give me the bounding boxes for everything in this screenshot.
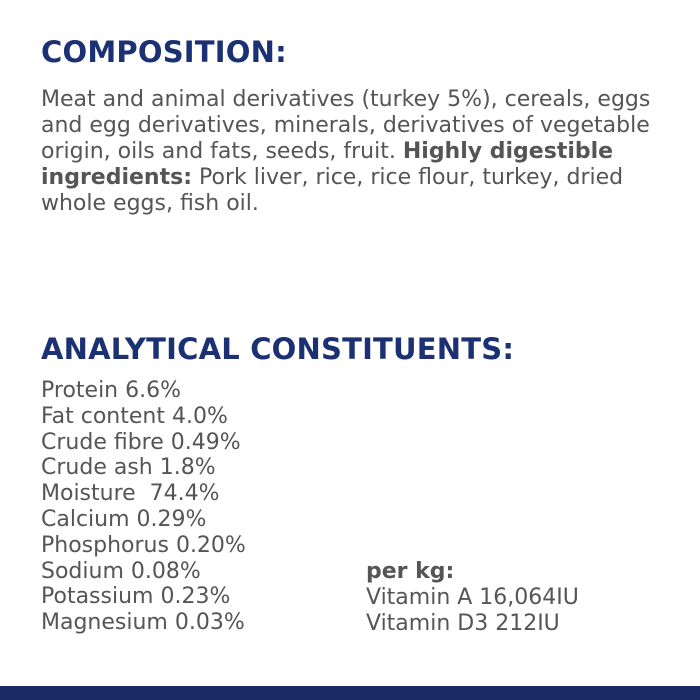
vitamin-a: Vitamin A 16,064IU xyxy=(366,584,579,610)
constituent-crude-fibre: Crude fibre 0.49% xyxy=(41,429,241,455)
composition-heading: COMPOSITION: xyxy=(41,35,287,69)
highly-digestible-label: Highly digestible ingredients: xyxy=(41,139,614,190)
constituent-sodium: Sodium 0.08% xyxy=(41,558,201,584)
vitamin-d3: Vitamin D3 212IU xyxy=(366,610,560,636)
constituent-moisture: Moisture 74.4% xyxy=(41,481,220,507)
constituent-protein: Protein 6.6% xyxy=(41,378,182,403)
constituent-crude-ash: Crude ash 1.8% xyxy=(41,455,216,481)
analytical-constituents-heading: ANALYTICAL CONSTITUENTS: xyxy=(41,332,515,366)
highly-digestible-ingredients: Pork liver, rice, rice flour, turkey, dried whole eggs, fish oil. xyxy=(41,165,624,216)
per-kg-label: per kg: xyxy=(366,559,455,584)
composition-text xyxy=(41,87,681,217)
composition-ingredients: Meat and animal derivatives (turkey 5%), cereals, eggs and egg derivatives, minerals, derivatives of vegetable origin, oils and fats, seeds, fruit. xyxy=(41,87,651,164)
per-kg-list xyxy=(366,559,579,636)
constituent-potassium: Potassium 0.23% xyxy=(41,584,231,610)
constituent-fat-content: Fat content 4.0% xyxy=(41,403,228,429)
constituent-magnesium: Magnesium 0.03% xyxy=(41,610,245,636)
constituent-phosphorus: Phosphorus 0.20% xyxy=(41,532,246,558)
footer-bar xyxy=(0,686,700,700)
analytical-constituents-list xyxy=(41,378,246,636)
constituent-calcium: Calcium 0.29% xyxy=(41,506,207,532)
